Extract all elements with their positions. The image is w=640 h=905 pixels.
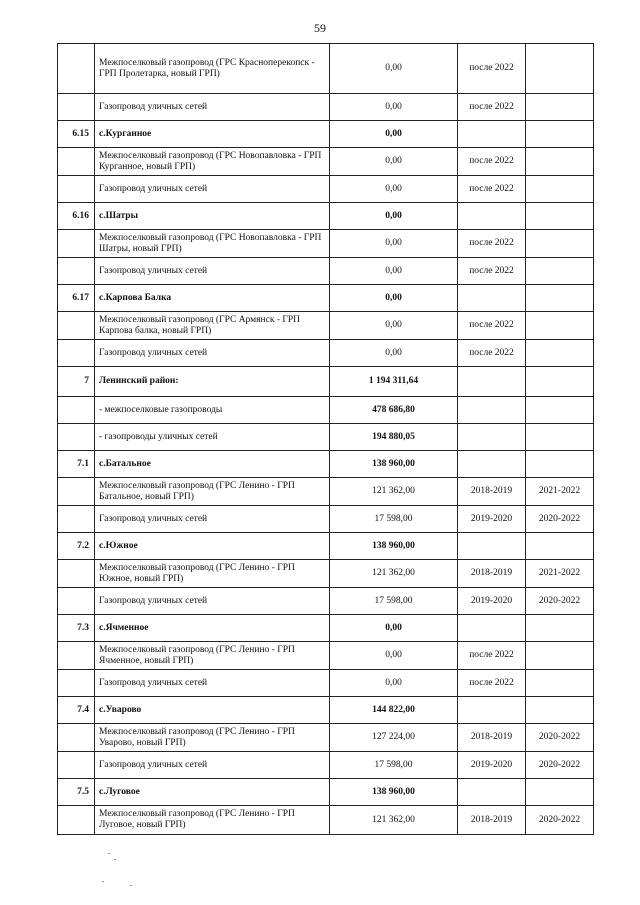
row-amount: 0,00 xyxy=(330,230,458,258)
row-name: Межпоселковый газопровод (ГРС Ленино - ГРП Ячменное, новый ГРП) xyxy=(95,642,330,670)
row-number xyxy=(58,312,95,340)
row-period-2 xyxy=(526,230,594,258)
row-period-2: 2020-2022 xyxy=(526,588,594,615)
row-period-2 xyxy=(526,312,594,340)
row-period-1 xyxy=(458,367,526,397)
row-period-2 xyxy=(526,176,594,203)
row-name: Газопровод уличных сетей xyxy=(95,258,330,285)
row-number xyxy=(58,478,95,506)
row-number xyxy=(58,148,95,176)
row-amount: 478 686,80 xyxy=(330,397,458,424)
table-row xyxy=(58,533,594,560)
row-amount: 0,00 xyxy=(330,615,458,642)
table-row xyxy=(58,451,594,478)
table-row xyxy=(58,94,594,121)
row-amount: 0,00 xyxy=(330,121,458,148)
row-number xyxy=(58,806,95,835)
table-row xyxy=(58,176,594,203)
row-name: Газопровод уличных сетей xyxy=(95,506,330,533)
row-amount: 0,00 xyxy=(330,44,458,94)
row-name: Межпоселковый газопровод (ГРС Ленино - ГРП Батальное, новый ГРП) xyxy=(95,478,330,506)
row-name: с.Курганное xyxy=(95,121,330,148)
row-period-2 xyxy=(526,397,594,424)
row-amount: 138 960,00 xyxy=(330,779,458,806)
table-row xyxy=(58,697,594,724)
row-name: Межпоселковый газопровод (ГРС Ленино - ГРП Южное, новый ГРП) xyxy=(95,560,330,588)
row-name: с.Южное xyxy=(95,533,330,560)
row-period-1: после 2022 xyxy=(458,670,526,697)
row-number xyxy=(58,424,95,451)
row-name: с.Батальное xyxy=(95,451,330,478)
row-period-2 xyxy=(526,340,594,367)
row-name: Межпоселковый газопровод (ГРС Новопавловка - ГРП Курганное, новый ГРП) xyxy=(95,148,330,176)
row-period-1: после 2022 xyxy=(458,44,526,94)
row-period-1 xyxy=(458,424,526,451)
page-number: 59 xyxy=(314,21,326,35)
row-number: 7.2 xyxy=(58,533,95,560)
table-row xyxy=(58,397,594,424)
row-period-2: 2020-2022 xyxy=(526,752,594,779)
row-period-1: 2019-2020 xyxy=(458,588,526,615)
table-row xyxy=(58,670,594,697)
row-number xyxy=(58,560,95,588)
row-amount: 17 598,00 xyxy=(330,506,458,533)
row-name: с.Уварово xyxy=(95,697,330,724)
row-period-2 xyxy=(526,148,594,176)
row-number xyxy=(58,588,95,615)
row-number: 6.17 xyxy=(58,285,95,312)
row-amount: 17 598,00 xyxy=(330,588,458,615)
table-row xyxy=(58,478,594,506)
row-period-2 xyxy=(526,94,594,121)
row-period-1 xyxy=(458,203,526,230)
row-period-2: 2021-2022 xyxy=(526,478,594,506)
row-name: Ленинский район: xyxy=(95,367,330,397)
row-period-2 xyxy=(526,615,594,642)
row-amount: 0,00 xyxy=(330,176,458,203)
row-period-2 xyxy=(526,258,594,285)
row-period-2 xyxy=(526,424,594,451)
row-period-1 xyxy=(458,451,526,478)
row-number: 6.16 xyxy=(58,203,95,230)
row-period-2: 2020-2022 xyxy=(526,506,594,533)
row-period-2: 2020-2022 xyxy=(526,724,594,752)
row-amount: 138 960,00 xyxy=(330,451,458,478)
row-period-2 xyxy=(526,697,594,724)
row-period-2 xyxy=(526,285,594,312)
row-number: 7.4 xyxy=(58,697,95,724)
row-number xyxy=(58,724,95,752)
row-number: 7 xyxy=(58,367,95,397)
row-amount: 0,00 xyxy=(330,285,458,312)
row-amount: 0,00 xyxy=(330,670,458,697)
row-period-1: после 2022 xyxy=(458,94,526,121)
table-row xyxy=(58,779,594,806)
row-period-1 xyxy=(458,121,526,148)
row-period-1 xyxy=(458,397,526,424)
row-amount: 138 960,00 xyxy=(330,533,458,560)
row-period-1: после 2022 xyxy=(458,340,526,367)
row-name: Межпоселковый газопровод (ГРС Ленино - ГРП Уварово, новый ГРП) xyxy=(95,724,330,752)
row-period-1: 2018-2019 xyxy=(458,560,526,588)
row-amount: 0,00 xyxy=(330,642,458,670)
row-name: Газопровод уличных сетей xyxy=(95,670,330,697)
row-number xyxy=(58,670,95,697)
row-number: 7.1 xyxy=(58,451,95,478)
row-name: - газопроводы уличных сетей xyxy=(95,424,330,451)
row-amount: 121 362,00 xyxy=(330,478,458,506)
row-amount: 0,00 xyxy=(330,312,458,340)
table-row xyxy=(58,642,594,670)
table-row xyxy=(58,285,594,312)
row-amount: 0,00 xyxy=(330,340,458,367)
row-amount: 121 362,00 xyxy=(330,806,458,835)
row-name: Газопровод уличных сетей xyxy=(95,340,330,367)
table-row xyxy=(58,752,594,779)
table-row xyxy=(58,312,594,340)
row-number xyxy=(58,230,95,258)
row-period-1: 2018-2019 xyxy=(458,806,526,835)
row-period-2 xyxy=(526,44,594,94)
table-row xyxy=(58,203,594,230)
row-period-2: 2020-2022 xyxy=(526,806,594,835)
row-period-2: 2021-2022 xyxy=(526,560,594,588)
row-period-1 xyxy=(458,285,526,312)
table-row xyxy=(58,44,594,94)
row-number xyxy=(58,506,95,533)
row-name: Газопровод уличных сетей xyxy=(95,94,330,121)
row-period-1: после 2022 xyxy=(458,148,526,176)
row-amount: 121 362,00 xyxy=(330,560,458,588)
row-period-2 xyxy=(526,451,594,478)
row-number xyxy=(58,176,95,203)
table-row xyxy=(58,258,594,285)
table-row xyxy=(58,506,594,533)
row-number xyxy=(58,94,95,121)
row-period-1: 2018-2019 xyxy=(458,478,526,506)
row-period-2 xyxy=(526,367,594,397)
row-name: Газопровод уличных сетей xyxy=(95,176,330,203)
row-number xyxy=(58,397,95,424)
row-number xyxy=(58,752,95,779)
table-row xyxy=(58,367,594,397)
table-row xyxy=(58,806,594,835)
row-period-1 xyxy=(458,615,526,642)
table-row xyxy=(58,340,594,367)
row-number: 7.3 xyxy=(58,615,95,642)
table-row xyxy=(58,230,594,258)
row-name: Межпоселковый газопровод (ГРС Красноперекопск - ГРП Пролетарка, новый ГРП) xyxy=(95,44,330,94)
row-number: 7.5 xyxy=(58,779,95,806)
row-period-1: 2018-2019 xyxy=(458,724,526,752)
row-period-1 xyxy=(458,533,526,560)
row-amount: 144 822,00 xyxy=(330,697,458,724)
row-amount: 127 224,00 xyxy=(330,724,458,752)
row-name: с.Карпова Балка xyxy=(95,285,330,312)
row-period-1 xyxy=(458,697,526,724)
row-name: Межпоселковый газопровод (ГРС Новопавловка - ГРП Шатры, новый ГРП) xyxy=(95,230,330,258)
row-number xyxy=(58,642,95,670)
row-period-1: после 2022 xyxy=(458,176,526,203)
row-amount: 0,00 xyxy=(330,148,458,176)
row-number xyxy=(58,258,95,285)
row-period-2 xyxy=(526,670,594,697)
table-row xyxy=(58,615,594,642)
row-period-2 xyxy=(526,121,594,148)
row-period-1: 2019-2020 xyxy=(458,752,526,779)
row-period-1: после 2022 xyxy=(458,230,526,258)
row-name: - межпоселковые газопроводы xyxy=(95,397,330,424)
row-name: Газопровод уличных сетей xyxy=(95,588,330,615)
row-amount: 0,00 xyxy=(330,203,458,230)
row-name: с.Шатры xyxy=(95,203,330,230)
row-amount: 17 598,00 xyxy=(330,752,458,779)
row-number xyxy=(58,340,95,367)
table-row xyxy=(58,424,594,451)
row-period-1: 2019-2020 xyxy=(458,506,526,533)
row-period-1: после 2022 xyxy=(458,258,526,285)
table-row xyxy=(58,148,594,176)
table-row xyxy=(58,588,594,615)
row-period-1: после 2022 xyxy=(458,642,526,670)
row-name: с.Ячменное xyxy=(95,615,330,642)
table-row xyxy=(58,724,594,752)
row-amount: 1 194 311,64 xyxy=(330,367,458,397)
row-amount: 194 880,05 xyxy=(330,424,458,451)
gas-pipeline-table xyxy=(57,43,594,835)
row-name: Межпоселковый газопровод (ГРС Армянск - ГРП Карпова балка, новый ГРП) xyxy=(95,312,330,340)
table-row xyxy=(58,560,594,588)
row-name: с.Луговое xyxy=(95,779,330,806)
row-name: Газопровод уличных сетей xyxy=(95,752,330,779)
row-period-1: после 2022 xyxy=(458,312,526,340)
row-number xyxy=(58,44,95,94)
row-amount: 0,00 xyxy=(330,94,458,121)
row-name: Межпоселковый газопровод (ГРС Ленино - ГРП Луговое, новый ГРП) xyxy=(95,806,330,835)
row-period-2 xyxy=(526,203,594,230)
row-amount: 0,00 xyxy=(330,258,458,285)
table-body xyxy=(58,44,594,835)
row-period-1 xyxy=(458,779,526,806)
scan-specks xyxy=(100,845,180,895)
row-number: 6.15 xyxy=(58,121,95,148)
row-period-2 xyxy=(526,642,594,670)
table-row xyxy=(58,121,594,148)
row-period-2 xyxy=(526,533,594,560)
row-period-2 xyxy=(526,779,594,806)
